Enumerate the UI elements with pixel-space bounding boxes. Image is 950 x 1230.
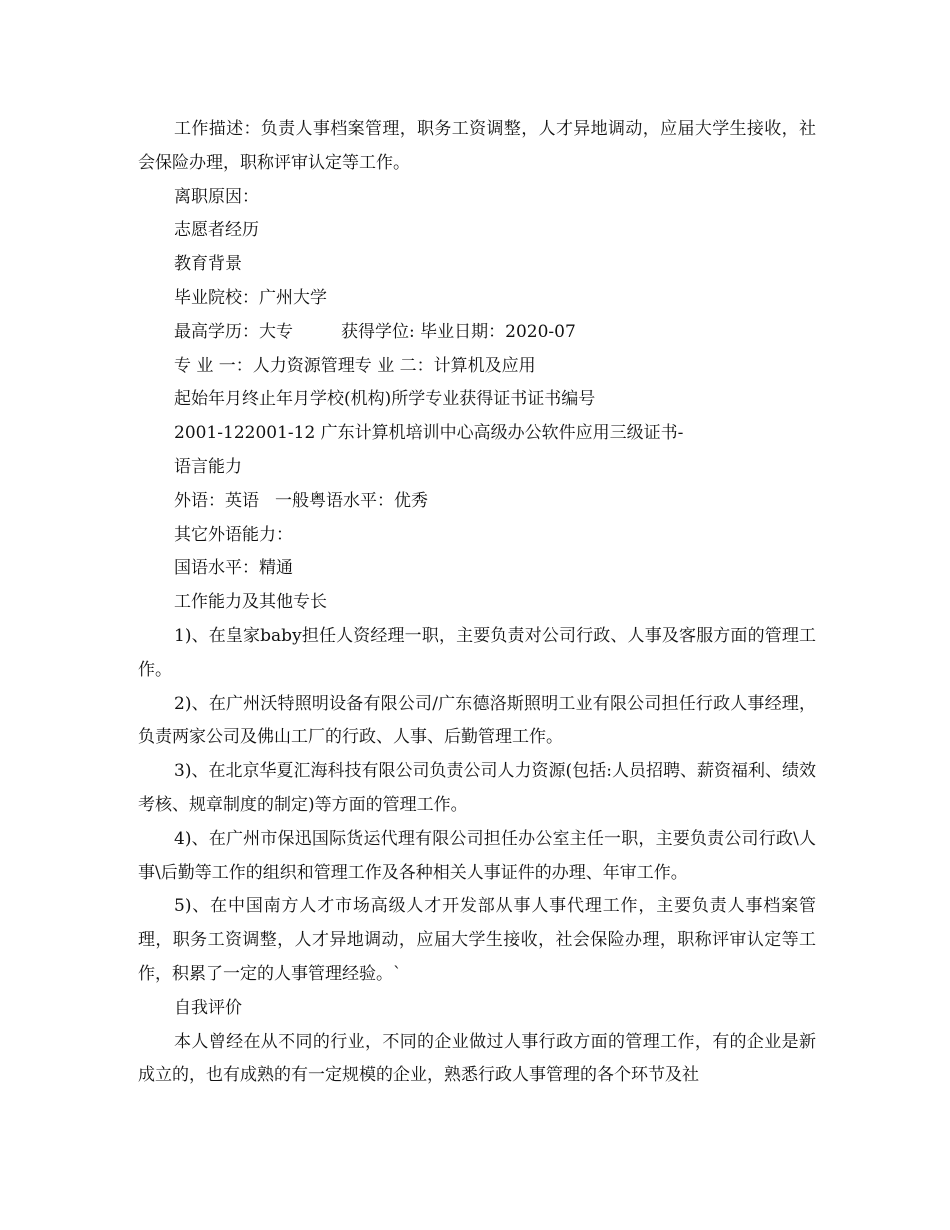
school-line: 毕业院校：广州大学 — [174, 287, 327, 308]
mandarin-level: 国语水平：精通 — [174, 558, 293, 579]
highest-education: 最高学历：大专 — [174, 321, 293, 342]
volunteer-title: 志愿者经历 — [174, 220, 259, 241]
self-eval-text: 本人曾经在从不同的行业，不同的企业做过人事行政方面的管理工作，有的企业是新成立的，也有成熟的有一定规模的企业，熟悉行政人事管理的各个环节及社 — [138, 1031, 816, 1086]
leave-reason: 离职原因： — [174, 186, 259, 207]
cert-row: 2001-122001-12 广东计算机培训中心高级办公软件应用三级证书- — [174, 423, 684, 444]
skill-item: 3)、在北京华夏汇海科技有限公司负责公司人力资源(包括:人员招聘、薪资福利、绩效考核、规章制度的制定)等方面的管理工作。 — [138, 761, 816, 815]
skill-item: 4)、在广州市保迅国际货运代理有限公司担任办公室主任一职，主要负责公司行政\人事\后勤等工作的组织和管理工作及各种相关人事证件的办理、年审工作。 — [138, 828, 816, 883]
foreign-language-line — [138, 485, 816, 519]
degree-line — [138, 316, 816, 350]
document-body — [138, 113, 816, 1093]
major-line: 专 业 一：人力资源管理专 业 二：计算机及应用 — [174, 355, 536, 376]
skill-item: 1)、在皇家baby担任人资经理一职，主要负责对公司行政、人事及客服方面的管理工作。 — [138, 625, 816, 680]
education-title: 教育背景 — [174, 254, 242, 275]
other-foreign-language: 其它外语能力： — [174, 524, 293, 545]
skill-item: 5)、在中国南方人才市场高级人才开发部从事人事代理工作，主要负责人事档案管理，职务工资调整，人才异地调动，应届大学生接收，社会保险办理，职称评审认定等工作，积累了一定的人事管理经验。` — [138, 896, 816, 984]
cantonese-level: 一般粤语水平：优秀 — [275, 490, 428, 511]
foreign-language: 外语：英语 — [174, 490, 259, 511]
degree-and-date: 获得学位: 毕业日期：2020-07 — [341, 321, 576, 342]
job-description: 工作描述：负责人事档案管理，职务工资调整，人才异地调动，应届大学生接收，社会保险办理，职称评审认定等工作。 — [138, 119, 816, 173]
skill-item: 2)、在广州沃特照明设备有限公司/广东德洛斯照明工业有限公司担任行政人事经理，负责两家公司及佛山工厂的行政、人事、后勤管理工作。 — [138, 693, 816, 748]
language-title: 语言能力 — [174, 456, 242, 477]
self-eval-title: 自我评价 — [174, 997, 242, 1018]
cert-header: 起始年月终止年月学校(机构)所学专业获得证书证书编号 — [174, 389, 596, 410]
skills-title: 工作能力及其他专长 — [174, 592, 327, 613]
